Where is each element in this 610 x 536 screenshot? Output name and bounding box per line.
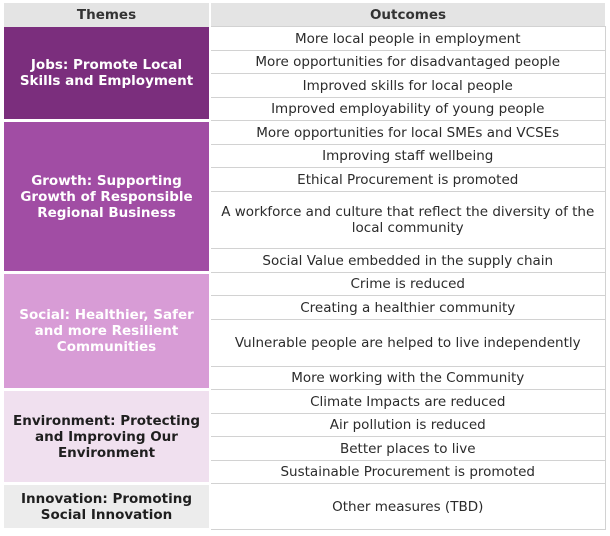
outcome-cell: Other measures (TBD) xyxy=(210,484,605,530)
theme-jobs: Jobs: Promote Local Skills and Employment xyxy=(4,27,210,121)
theme-social: Social: Healthier, Safer and more Resilient Communities xyxy=(4,273,210,390)
outcome-cell: Vulnerable people are helped to live independently xyxy=(210,320,605,367)
table-row xyxy=(4,273,605,296)
outcome-cell: Improving staff wellbeing xyxy=(210,145,605,168)
header-row xyxy=(4,3,605,27)
outcome-cell: Better places to live xyxy=(210,437,605,461)
theme-growth: Growth: Supporting Growth of Responsible Regional Business xyxy=(4,121,210,273)
table-row xyxy=(4,484,605,530)
outcome-cell: Climate Impacts are reduced xyxy=(210,390,605,414)
outcomes-column-header: Outcomes xyxy=(210,3,605,27)
outcome-cell: Crime is reduced xyxy=(210,273,605,296)
outcome-cell: Ethical Procurement is promoted xyxy=(210,168,605,192)
theme-environment: Environment: Protecting and Improving Our Environment xyxy=(4,390,210,484)
outcome-cell: Social Value embedded in the supply chain xyxy=(210,249,605,273)
table-row xyxy=(4,121,605,145)
outcome-cell: Improved skills for local people xyxy=(210,74,605,98)
table-row xyxy=(4,390,605,414)
outcome-cell: Sustainable Procurement is promoted xyxy=(210,461,605,484)
outcome-cell: A workforce and culture that reflect the diversity of the local community xyxy=(210,192,605,249)
outcome-cell: More opportunities for local SMEs and VCSEs xyxy=(210,121,605,145)
theme-innovation: Innovation: Promoting Social Innovation xyxy=(4,484,210,530)
outcome-cell: More working with the Community xyxy=(210,367,605,390)
themes-column-header: Themes xyxy=(4,3,210,27)
themes-outcomes-table-wrapper xyxy=(4,3,605,531)
outcome-cell: More local people in employment xyxy=(210,27,605,51)
outcome-cell: Improved employability of young people xyxy=(210,98,605,121)
outcome-cell: More opportunities for disadvantaged people xyxy=(210,51,605,74)
themes-outcomes-table xyxy=(4,3,606,531)
table-row xyxy=(4,27,605,51)
outcome-cell: Air pollution is reduced xyxy=(210,414,605,437)
outcome-cell: Creating a healthier community xyxy=(210,296,605,320)
